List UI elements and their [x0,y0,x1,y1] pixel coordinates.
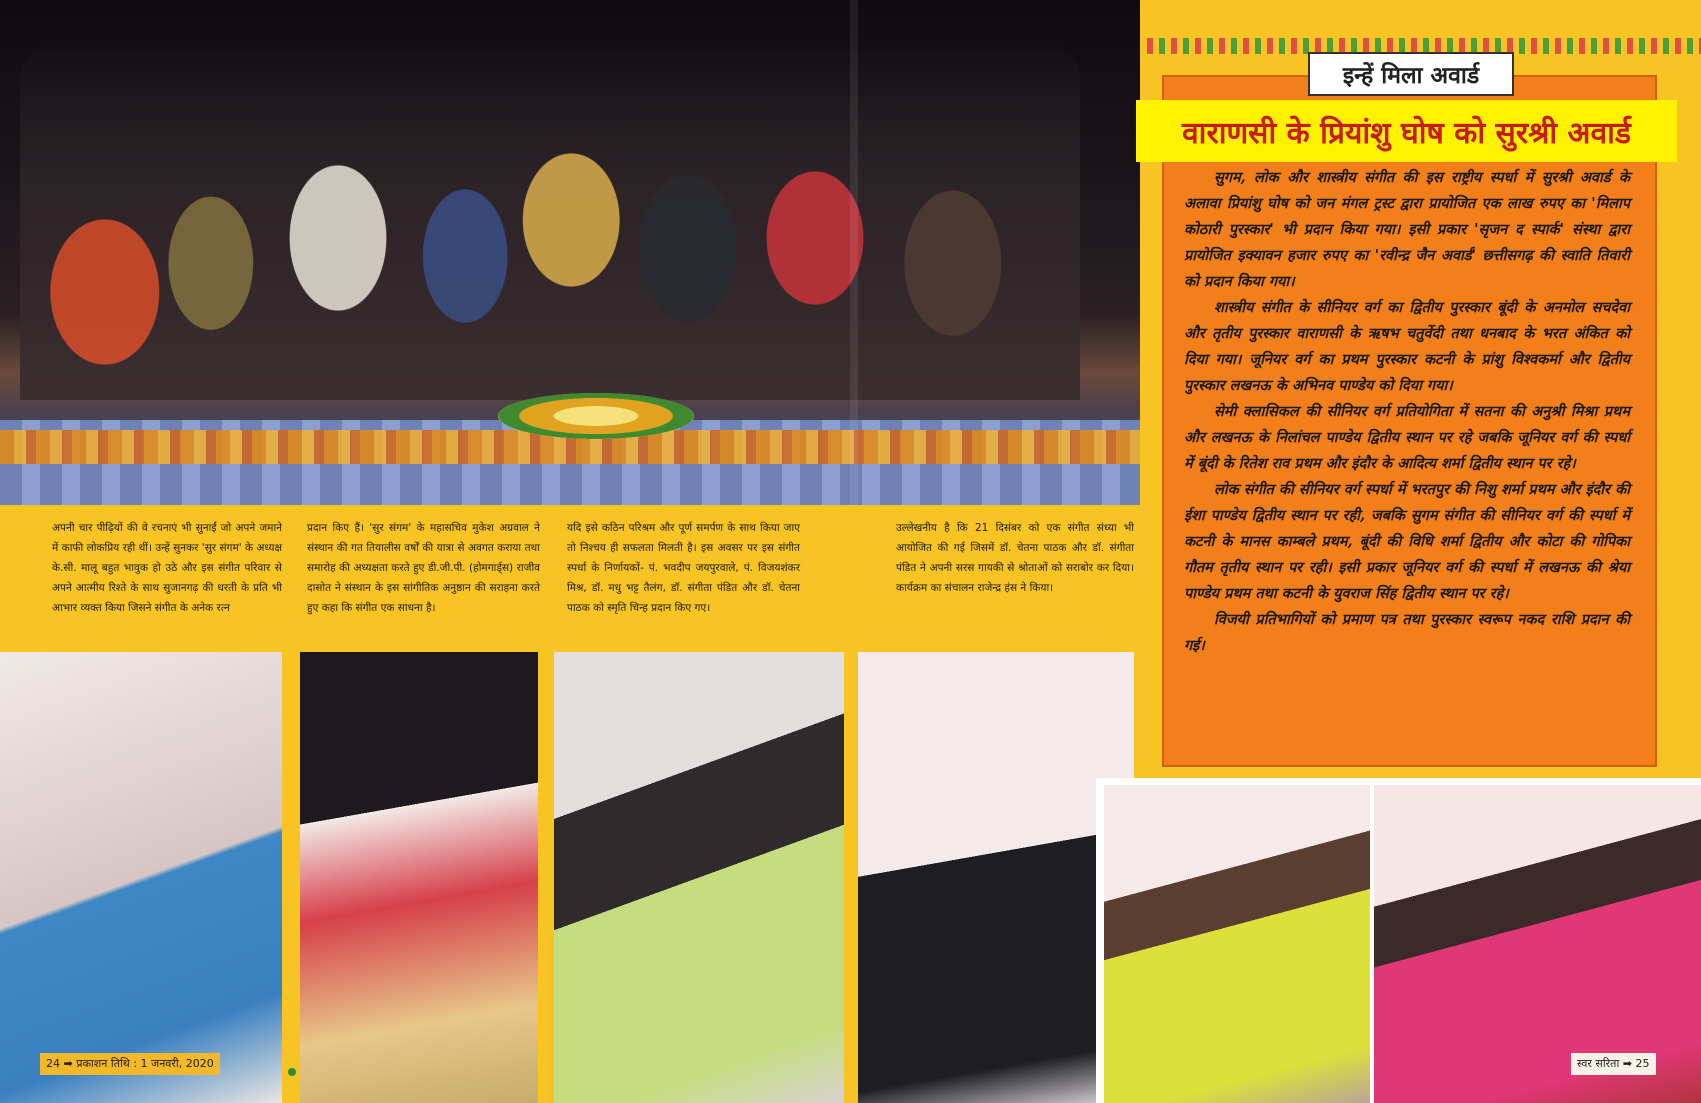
group-photo [0,0,1140,505]
body-column-3: यदि इसे कठिन परिश्रम और पूर्ण समर्पण के साथ किया जाए तो निश्चय ही सफलता मिलती है। इस अवसर पर इस संगीत स्पर्धा के निर्णायकों- पं. भवदीप जयपुरवाले, पं. विजयशंकर मिश्र, डॉ. मधु भट्ट तैलंग, डॉ. संगीता पंडित और डॉ. चेतना पाठक को स्मृति चिन्ह प्रदान किए गए। [567,522,800,614]
rangoli [498,393,694,439]
award-paragraph: शास्त्रीय संगीत के सीनियर वर्ग का द्वितीय पुरस्कार बूंदी के अनमोल सचदेवा और तृतीय पुरस्कार वाराणसी के ऋषभ चतुर्वेदी तथा धनबाद के भरत अंकित को दिया गया। जूनियर वर्ग का प्रथम पुरस्कार कटनी के प्रांशु विश्वकर्मा और द्वितीय पुरस्कार लखनऊ के अभिनव पाण्डेय को दिया गया। [1184,299,1630,394]
performer-photo-1 [0,652,282,1103]
performer-photo-5 [1104,785,1370,1103]
performer-photo-2 [300,652,538,1103]
page-gutter [850,0,858,505]
section-tag: इन्हें मिला अवार्ड [1308,52,1514,96]
award-paragraph: सेमी क्लासिकल की सीनियर वर्ग प्रतियोगिता में सतना की अनुश्री मिश्रा प्रथम और लखनऊ के निलांचल पाण्डेय द्वितीय स्थान पर रहे जबकि जूनियर वर्ग की स्पर्धा में बूंदी के रितेश राव प्रथम और इंदौर के आदित्य शर्मा द्वितीय स्थान पर रहे। [1184,403,1630,472]
award-paragraph: सुगम, लोक और शास्त्रीय संगीत की इस राष्ट्रीय स्पर्धा में सुरश्री अवार्ड के अलावा प्रियांशु घोष को जन मंगल ट्रस्ट द्वारा प्रायोजित एक लाख रुपए का 'मिलाप कोठारी पुरस्कार' भी प्रदान किया गया। इसी प्रकार 'सृजन द स्पार्क' संस्था द्वारा प्रायोजित इक्यावन हजार रुपए का 'रवीन्द्र जैन अवार्ड' छत्तीसगढ़ की स्वाति तिवारी को प्रदान किया गया। [1184,169,1630,290]
body-column-2: प्रदान किए हैं। 'सुर संगम' के महासचिव मुकेश अग्रवाल ने संस्थान की गत तियालीस वर्षों की यात्रा से अवगत कराया तथा समारोह की अध्यक्षता करते हुए डी.जी.पी. (होमगार्ड्स) राजीव दासोत ने संस्थान के इस सांगीतिक अनुष्ठान की सराहना करते हुए कहा कि संगीत एक साधना है। [307,522,540,614]
award-paragraph: विजयी प्रतिभागियों को प्रमाण पत्र तथा पुरस्कार स्वरूप नकद राशि प्रदान की गई। [1184,611,1630,654]
performer-photo-4 [858,652,1134,1103]
page-footer-left: 24 ➡ प्रकाशन तिथि : 1 जनवरी, 2020 [40,1053,220,1075]
body-column-1: अपनी चार पीढ़ियों की वे रचनाएं भी सुनाईं जो अपने जमाने में काफी लोकप्रिय रही थीं। उन्हें सुनकर 'सुर संगम' के अध्यक्ष के.सी. मालू बहुत भावुक हो उठे और इस संगीत परिवार से अपने आत्मीय रिश्ते के साथ सुजानगढ़ की धरती के प्रति भी आभार व्यक्त किया जिसने संगीत के अनेक रत्न [52,522,282,614]
performer-photo-3 [554,652,844,1103]
award-article [1184,165,1630,659]
award-paragraph: लोक संगीत की सीनियर वर्ग स्पर्धा में भरतपुर की निशु शर्मा प्रथम और इंदौर की ईशा पाण्डेय द्वितीय स्थान पर रही, जबकि सुगम संगीत की सीनियर वर्ग की स्पर्धा में कटनी के मानस काम्बले प्रथम, बूंदी की विधि शर्मा द्वितीय और कोटा की गोपिका गौतम तृतीय स्थान पर रही। इसी प्रकार जूनियर वर्ग की स्पर्धा में लखनऊ की श्रेया पाण्डेय प्रथम तथा कटनी के युवराज सिंह द्वितीय स्थान पर रहे। [1184,481,1630,602]
headline: वाराणसी के प्रियांशु घोष को सुरश्री अवार्ड [1136,100,1677,162]
page-footer-right: स्वर सरिता ➡ 25 [1571,1053,1656,1075]
footer-dot [288,1068,296,1076]
body-column-4: उल्लेखनीय है कि 21 दिसंबर को एक संगीत संध्या भी आयोजित की गई जिसमें डॉ. चेतना पाठक और डॉ. संगीता पंडित ने अपनी सरस गायकी से श्रोताओं को सराबोर कर दिया। कार्यक्रम का संचालन राजेन्द्र हंस ने किया। [896,522,1134,594]
group-photo-people [20,40,1080,400]
